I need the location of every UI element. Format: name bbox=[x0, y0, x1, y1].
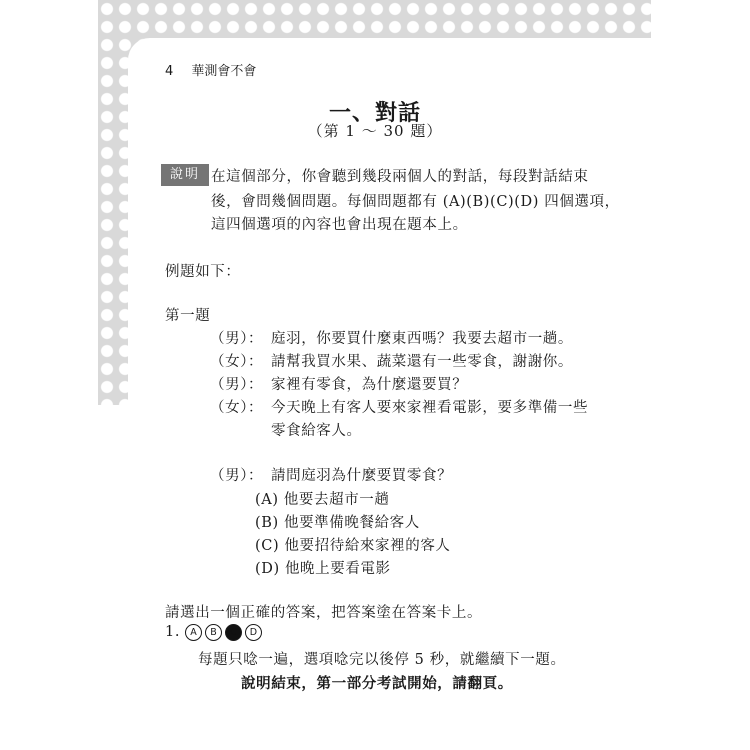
answer-number: 1. bbox=[165, 624, 181, 640]
page-header bbox=[165, 60, 256, 79]
instruction-line: 這四個選項的內容也會出現在題本上。 bbox=[211, 217, 468, 233]
question-text: 請問庭羽為什麼要買零食？ bbox=[271, 468, 453, 484]
bubble-d: D bbox=[245, 624, 262, 641]
dialogue-line: 零食給客人。 bbox=[271, 423, 362, 439]
repeat-note: 每題只唸一遍，選項唸完以後停 5 秒，就繼續下一題。 bbox=[198, 652, 566, 668]
bubble-c-filled: C bbox=[225, 624, 242, 641]
dialogue-line: 今天晚上有客人要來家裡看電影，要多準備一些 bbox=[271, 400, 589, 416]
answer-row bbox=[165, 624, 265, 641]
option-a: (A) 他要去超市一趟 bbox=[255, 492, 390, 508]
bubble-b: B bbox=[205, 624, 222, 641]
dialogue-line: 庭羽，你要買什麼東西嗎？我要去超市一趟。 bbox=[271, 331, 573, 347]
dialogue-speaker: （女）： bbox=[210, 400, 264, 416]
example-intro: 例題如下： bbox=[165, 264, 241, 280]
page-number: 4 bbox=[165, 64, 174, 79]
bubble-a: A bbox=[185, 624, 202, 641]
instruction-line: 在這個部分，你會聽到幾段兩個人的對話，每段對話結束 bbox=[211, 169, 589, 185]
dialogue-line: 請幫我買水果、蔬菜還有一些零食，謝謝你。 bbox=[271, 354, 573, 370]
instruction-line: 後，會問幾個問題。每個問題都有 (A)(B)(C)(D) 四個選項， bbox=[211, 194, 620, 210]
book-title: 華測會不會 bbox=[191, 64, 257, 79]
option-d: (D) 他晚上要看電影 bbox=[255, 561, 391, 577]
section-title: 一、對話 bbox=[328, 101, 421, 126]
dialogue-line: 家裡有零食，為什麼還要買？ bbox=[271, 377, 468, 393]
option-b: (B) 他要準備晚餐給客人 bbox=[255, 515, 420, 531]
end-note: 說明結束，第一部分考試開始，請翻頁。 bbox=[241, 675, 513, 692]
instructions-badge: 說明 bbox=[161, 164, 209, 186]
question-speaker: （男）： bbox=[210, 468, 264, 484]
dialogue-speaker: （男）： bbox=[210, 331, 264, 347]
option-c: (C) 他要招待給來家裡的客人 bbox=[255, 538, 451, 554]
dialogue-speaker: （男）： bbox=[210, 377, 264, 393]
section-subtitle: （第 1 ～ 30 題） bbox=[307, 122, 443, 140]
dialogue-speaker: （女）： bbox=[210, 354, 264, 370]
answer-instruction: 請選出一個正確的答案，把答案塗在答案卡上。 bbox=[165, 605, 483, 621]
question-label: 第一題 bbox=[165, 308, 211, 324]
page-sheet bbox=[128, 38, 660, 750]
